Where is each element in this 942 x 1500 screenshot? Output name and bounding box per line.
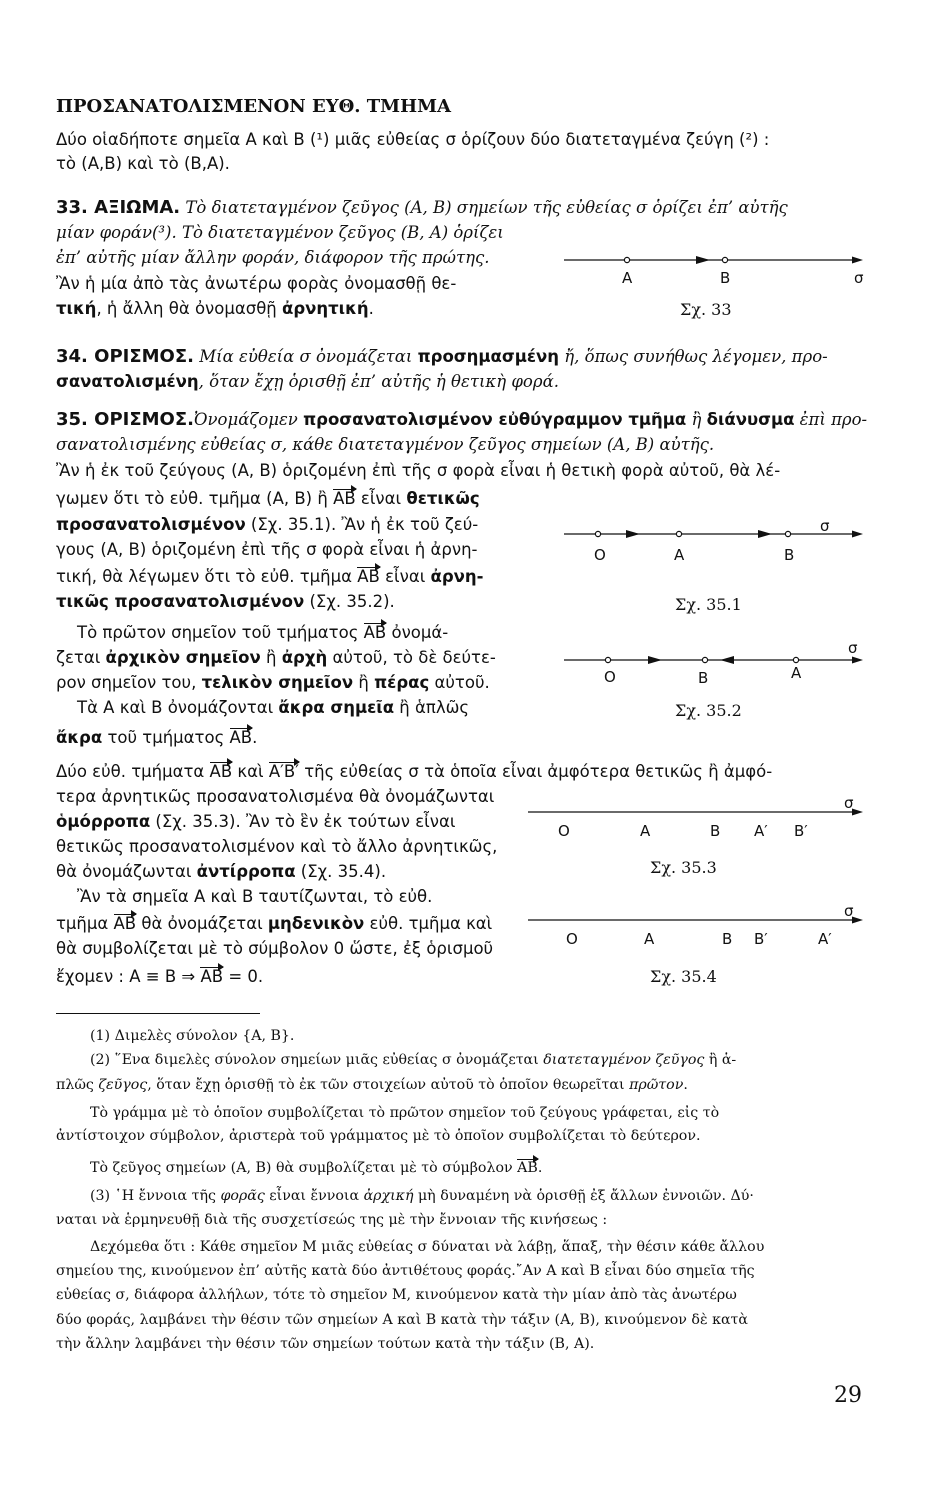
axiom-33-text-d: . bbox=[368, 299, 374, 318]
axiom-33-text: Τὸ διατεταγμένον ζεῦγος (Α, Β) σημείων τῆς εὐθείας σ ὁρίζει ἐπ’ αὐτῆς bbox=[185, 198, 788, 217]
axiom-33-line-3: ἐπ’ αὐτῆς μίαν ἄλλην φοράν, διάφορον τῆς πρώτης. bbox=[56, 248, 490, 267]
l8-text-b: (Σχ. 35.2). bbox=[304, 592, 395, 611]
figure-35-3 bbox=[526, 794, 876, 878]
fig353-label-A: Α bbox=[640, 822, 651, 840]
definition-35-heading: 35. ΟΡΙΣΜΟΣ. bbox=[56, 409, 194, 430]
l12-text-a: Τὰ Α καὶ Β ὀνομάζονται bbox=[76, 698, 279, 717]
l14-text-a: Δύο εὐθ. τμήματα bbox=[56, 762, 210, 781]
vector-AB: ΑΒ bbox=[229, 728, 253, 747]
definition-35-line-14 bbox=[56, 761, 772, 783]
footnote-1: (1) Διμελὲς σύνολον {Α, Β}. bbox=[90, 1028, 295, 1044]
figure-35-4 bbox=[526, 902, 876, 990]
l20-text-d: εὐθ. τμῆμα καὶ bbox=[364, 914, 493, 933]
footnote-3-line-7: τὴν ἄλλην λαμβάνει τὴν θέσιν τῶν σημείων τούτων κατὰ τὴν τάξιν (Β, Α). bbox=[56, 1336, 595, 1352]
fig351-label-A: Α bbox=[674, 546, 685, 564]
term-same-direction: ὁμόρροπα bbox=[56, 812, 151, 831]
term-positively: θετικῶς bbox=[406, 489, 480, 508]
fig353-label-B: Β bbox=[710, 822, 721, 840]
l11-text-e: αὐτοῦ. bbox=[429, 673, 490, 692]
term-negative: ἀρνητική bbox=[282, 299, 369, 318]
definition-35-line-6: γους (Α, Β) ὁριζομένη ἐπὶ τῆς σ φορὰ εἶναι ἡ ἀρνη- bbox=[56, 540, 478, 559]
fn7-text-c: εἶναι ἔννοια bbox=[264, 1188, 364, 1204]
fig353-caption: Σχ. 35.3 bbox=[650, 858, 717, 877]
l14-text-b: καὶ bbox=[232, 762, 269, 781]
fig352-label-B: Β bbox=[698, 669, 709, 687]
fn7-term-primitive: ἀρχική bbox=[363, 1188, 414, 1204]
l4-text-b: εἶναι bbox=[355, 489, 407, 508]
fig352-caption: Σχ. 35.2 bbox=[675, 701, 742, 720]
definition-35-line-1 bbox=[56, 409, 867, 431]
def35-text-c: ἢ bbox=[686, 410, 707, 429]
fig354-label-A1: Α′ bbox=[818, 930, 832, 948]
definition-35-line-4 bbox=[56, 488, 480, 510]
definition-35-line-22 bbox=[56, 966, 263, 988]
fn3-text-e: . bbox=[683, 1077, 688, 1093]
l18-text-c: (Σχ. 35.4). bbox=[295, 862, 387, 881]
definition-35-line-21: θὰ συμβολίζεται μὲ τὸ σύμβολον 0 ὥστε, ἐξ ὁρισμοῦ bbox=[56, 939, 494, 958]
fig33-label-B: Β bbox=[720, 269, 731, 287]
vector-AB: ΑΒ bbox=[517, 1160, 538, 1176]
fig354-label-O: Ο bbox=[566, 930, 578, 948]
term-end: πέρας bbox=[374, 673, 430, 692]
term-oriented-2: προσανατολισμένον bbox=[56, 515, 246, 534]
definition-35-line-2: σανατολισμένης εὐθείας σ, κάθε διατεταγμένον ζεῦγος σημείων (Α, Β) αὐτῆς. bbox=[56, 435, 715, 454]
footnote-2-line-4: ἀντίστοιχον σύμβολον, ἀριστερὰ τοῦ γράμματος μὲ τὸ ὁποῖον συμβολίζεται τὸ δεύτερον. bbox=[56, 1128, 701, 1144]
fn3-text-c: , ὅταν ἔχῃ ὁρισθῇ τὸ ἐκ τῶν στοιχείων αὐτοῦ τὸ ὁποῖον θεωρεῖται bbox=[147, 1077, 630, 1093]
vector-A1B1: Α′Β′ bbox=[268, 762, 299, 781]
term-end-points: ἄκρα σημεῖα bbox=[278, 698, 395, 717]
intro-line-1: Δύο οἱαδήποτε σημεῖα Α καὶ Β (¹) μιᾶς εὐθείας σ ὁρίζουν δύο διατεταγμένα ζεύγη (²) : bbox=[56, 130, 770, 149]
fn6-text-b: . bbox=[537, 1160, 543, 1176]
term-vector: διάνυσμα bbox=[706, 410, 795, 429]
l7-text-b: εἶναι bbox=[379, 567, 431, 586]
term-opposite-direction: ἀντίρροπα bbox=[196, 862, 296, 881]
figure-35-1 bbox=[562, 517, 872, 622]
definition-34-heading: 34. ΟΡΙΣΜΟΣ. bbox=[56, 346, 194, 367]
l16-text-b: (Σχ. 35.3). Ἂν τὸ ἓν ἐκ τούτων εἶναι bbox=[150, 812, 456, 831]
fig353-label-O: Ο bbox=[558, 822, 570, 840]
def34-text-a: Μία εὐθεία σ ὀνομάζεται bbox=[199, 347, 418, 366]
axiom-33-line-1 bbox=[56, 197, 788, 219]
fn2-text-c: ἢ ἁ- bbox=[704, 1052, 737, 1068]
l9-text-b: ὀνομά- bbox=[386, 623, 449, 642]
vector-AB: ΑΒ bbox=[209, 762, 233, 781]
fn6-text-a: Τὸ ζεῦγος σημείων (Α, Β) θὰ συμβολίζεται μὲ τὸ σύμβολον bbox=[90, 1160, 518, 1176]
definition-35-line-11 bbox=[56, 672, 490, 694]
fig351-label-B: Β bbox=[784, 546, 795, 564]
fig352-label-sigma: σ bbox=[848, 639, 858, 657]
definition-35-line-7 bbox=[56, 566, 484, 588]
fn7-text-e: μὴ δυναμένη νὰ ὁρισθῇ ἐξ ἄλλων ἐννοιῶν. Δύ· bbox=[413, 1188, 754, 1204]
footnote-3-line-5: εὐθείας σ, διάφορα ἀλλήλων, τότε τὸ σημεῖον Μ, κινούμενον κατὰ τὴν μίαν ἀπὸ τὰς ἀνωτέρω bbox=[56, 1287, 737, 1303]
vector-AB: ΑΒ bbox=[363, 623, 387, 642]
footnote-3-line-4: σημείου της, κινούμενον ἐπ’ αὐτῆς κατὰ δύο ἀντιθέτους φοράς.῎Αν Α καὶ Β εἶναι δύο σημεῖα τῆς bbox=[56, 1263, 755, 1279]
term-negatively: ἀρνη- bbox=[430, 567, 484, 586]
definition-35-line-20 bbox=[56, 913, 492, 935]
definition-35-line-13 bbox=[56, 727, 257, 749]
term-positive: τική bbox=[56, 299, 97, 318]
fn2-term-ordered-pair: διατεταγμένον ζεῦγος bbox=[543, 1052, 705, 1068]
term-zero: μηδενικὸν bbox=[267, 914, 365, 933]
fig353-label-A1: Α′ bbox=[754, 822, 768, 840]
vector-AB: ΑΒ bbox=[113, 914, 137, 933]
term-signed: προσημασμένη bbox=[417, 347, 560, 366]
definition-35-line-8 bbox=[56, 591, 395, 613]
fig351-label-O: Ο bbox=[594, 546, 606, 564]
def34-text-2b: , ὅταν ἔχῃ ὁρισθῇ ἐπ’ αὐτῆς ἡ θετικὴ φορά. bbox=[198, 372, 559, 391]
definition-35-line-19 bbox=[56, 886, 432, 908]
page-number: 29 bbox=[834, 1383, 862, 1408]
fig33-label-sigma: σ bbox=[854, 269, 864, 287]
def35-text-e: ἐπὶ προ- bbox=[794, 410, 868, 429]
l5-text-b: (Σχ. 35.1). Ἂν ἡ ἐκ τοῦ ζεύ- bbox=[245, 515, 479, 534]
definition-35-line-5 bbox=[56, 514, 478, 536]
l10-text-a: ζεται bbox=[56, 648, 106, 667]
axiom-33-line-4: Ἂν ἡ μία ἀπὸ τὰς ἀνωτέρω φορὰς ὀνομασθῇ θε- bbox=[56, 274, 457, 293]
l22-text-a: ἔχομεν : Α ≡ Β ⇒ bbox=[56, 967, 201, 986]
fn3-text-a: πλῶς bbox=[56, 1077, 99, 1093]
fig354-label-sigma: σ bbox=[844, 902, 854, 920]
l9-text-a: Τὸ πρῶτον σημεῖον τοῦ τμήματος bbox=[76, 623, 364, 642]
term-initial-point: ἀρχικὸν σημεῖον bbox=[105, 648, 261, 667]
fig352-label-A: Α bbox=[791, 664, 802, 682]
footnote-3-line-2: ναται νὰ ἑρμηνευθῇ διὰ τῆς συσχετίσεώς της μὲ τὴν ἔννοιαν τῆς κινήσεως : bbox=[56, 1212, 608, 1228]
term-ends: ἄκρα bbox=[56, 728, 103, 747]
fig354-label-B: Β bbox=[722, 930, 733, 948]
fn2-text-a: (2) ῞Ενα διμελὲς σύνολον σημείων μιᾶς εὐθείας σ ὀνομάζεται bbox=[90, 1052, 544, 1068]
axiom-33-line-2: μίαν φοράν(³). Τὸ διατεταγμένον ζεῦγος (Β, Α) ὁρίζει bbox=[56, 223, 504, 242]
l22-text-b: = 0. bbox=[223, 967, 264, 986]
l13-text-b: τοῦ τμήματος bbox=[102, 728, 230, 747]
l11-text-a: ρον σημεῖον του, bbox=[56, 673, 202, 692]
definition-35-line-15: τερα ἀρνητικῶς προσανατολισμένα θὰ ὀνομάζωνται bbox=[56, 787, 495, 806]
l11-text-c: ἢ bbox=[353, 673, 375, 692]
definition-35-line-9 bbox=[56, 622, 448, 644]
term-origin: ἀρχὴ bbox=[281, 648, 328, 667]
definition-35-line-10 bbox=[56, 647, 496, 669]
fig33-caption: Σχ. 33 bbox=[680, 300, 732, 319]
fn7-text-a: (3) ῾Η ἔννοια τῆς bbox=[90, 1188, 221, 1204]
fig354-label-A: Α bbox=[644, 930, 655, 948]
fn3-term-first: πρῶτον bbox=[629, 1077, 684, 1093]
def34-text-c: ἤ, ὅπως συνήθως λέγομεν, προ- bbox=[559, 347, 828, 366]
fn7-term-direction: φορᾶς bbox=[220, 1188, 265, 1204]
definition-35-line-3: Ἂν ἡ ἐκ τοῦ ζεύγους (Α, Β) ὁριζομένη ἐπὶ τῆς σ φορὰ εἶναι ἡ θετικὴ φορὰ αὐτοῦ, θὰ λέ- bbox=[56, 461, 781, 480]
definition-35-line-18 bbox=[56, 861, 386, 883]
fig354-caption: Σχ. 35.4 bbox=[650, 967, 717, 986]
fn3-term-pair: ζεῦγος bbox=[98, 1077, 148, 1093]
fig351-label-sigma: σ bbox=[820, 517, 830, 535]
footnote-2-line-1 bbox=[90, 1050, 736, 1070]
fig352-label-O: Ο bbox=[604, 668, 616, 686]
footnote-rule bbox=[56, 1013, 260, 1014]
axiom-33-text-b: , ἡ ἄλλη θὰ ὀνομασθῇ bbox=[96, 299, 282, 318]
axiom-33-heading: 33. ΑΞΙΩΜΑ. bbox=[56, 197, 181, 218]
vector-AB: ΑΒ bbox=[200, 967, 224, 986]
footnote-3-line-6: δύο φοράς, λαμβάνει τὴν θέσιν τῶν σημείων Α καὶ Β κατὰ τὴν τάξιν (Α, Β), κινούμενον δὲ κατὰ bbox=[56, 1312, 748, 1328]
fig353-label-B1: Β′ bbox=[794, 822, 808, 840]
l19-text: Ἂν τὰ σημεῖα Α καὶ Β ταυτίζωνται, τὸ εὐθ. bbox=[76, 887, 433, 906]
fig33-label-A: Α bbox=[622, 269, 633, 287]
vector-AB: ΑΒ bbox=[357, 567, 380, 586]
footnote-3-line-1 bbox=[90, 1186, 754, 1206]
definition-35-line-17: θετικῶς προσανατολισμένον καὶ τὸ ἄλλο ἀρνητικῶς, bbox=[56, 837, 498, 856]
footnote-2-line-3: Τὸ γράμμα μὲ τὸ ὁποῖον συμβολίζεται τὸ πρῶτον σημεῖον τοῦ ζεύγους γράφεται, εἰς τὸ bbox=[90, 1105, 720, 1121]
definition-35-line-12 bbox=[56, 697, 469, 719]
footnote-3-line-3: Δεχόμεθα ὅτι : Κάθε σημεῖον Μ μιᾶς εὐθείας σ δύναται νὰ λάβῃ, ἅπαξ, τὴν θέσιν κάθε ἄλλου bbox=[90, 1239, 765, 1255]
l12-text-c: ἢ ἁπλῶς bbox=[394, 698, 470, 717]
fig354-label-B1: Β′ bbox=[754, 930, 768, 948]
l4-text-a: γωμεν ὅτι τὸ εὐθ. τμῆμα (Α, Β) ἢ bbox=[56, 489, 334, 508]
l7-text-a: τική, θὰ λέγωμεν ὅτι τὸ εὐθ. τμῆμα bbox=[56, 567, 358, 586]
vector-AB: ΑΒ bbox=[333, 489, 356, 508]
footnote-2-line-2 bbox=[56, 1075, 688, 1095]
l14-text-c: τῆς εὐθείας σ τὰ ὁποῖα εἶναι ἀμφότερα θετικῶς ἢ ἀμφό- bbox=[298, 762, 773, 781]
l20-text-a: τμῆμα bbox=[56, 914, 114, 933]
fig353-label-sigma: σ bbox=[844, 794, 854, 812]
term-neg-oriented: τικῶς προσανατολισμένον bbox=[56, 592, 305, 611]
term-oriented: σανατολισμένη bbox=[56, 372, 199, 391]
l13-text-c: . bbox=[252, 728, 258, 747]
figure-35-2 bbox=[562, 639, 872, 728]
term-terminal-point: τελικὸν σημεῖον bbox=[201, 673, 354, 692]
figure-33 bbox=[562, 250, 872, 350]
l10-text-e: αὐτοῦ, τὸ δὲ δεύτε- bbox=[327, 648, 496, 667]
definition-34-line-2 bbox=[56, 371, 559, 393]
footnote-2-line-5 bbox=[90, 1158, 542, 1178]
l18-text-a: θὰ ὀνομάζωνται bbox=[56, 862, 197, 881]
definition-35-line-16 bbox=[56, 811, 455, 833]
term-oriented-segment: προσανατολισμένον εὐθύγραμμον τμῆμα bbox=[303, 410, 687, 429]
def35-text-a: Ὀνομάζομεν bbox=[194, 410, 304, 429]
fig351-caption: Σχ. 35.1 bbox=[675, 595, 742, 614]
intro-line-2: τὸ (Α,Β) καὶ τὸ (Β,Α). bbox=[56, 154, 230, 173]
l10-text-c: ἢ bbox=[260, 648, 282, 667]
axiom-33-line-5 bbox=[56, 298, 374, 320]
section-title: ΠΡΟΣΑΝΑΤΟΛΙΣΜΕΝΟΝ ΕΥΘ. ΤΜΗΜΑ bbox=[56, 96, 452, 117]
l20-text-b: θὰ ὀνομάζεται bbox=[136, 914, 268, 933]
definition-34-line-1 bbox=[56, 346, 828, 368]
